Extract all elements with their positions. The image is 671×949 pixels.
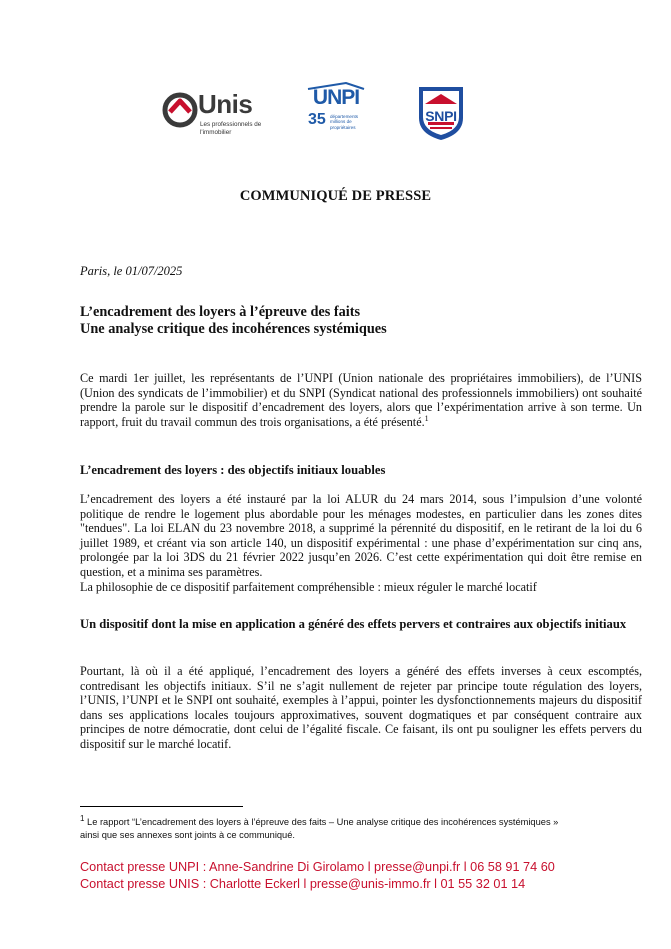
unpi-logo-name: UNPI	[312, 86, 360, 109]
section1-text: L’encadrement des loyers a été instauré par la loi ALUR du 24 mars 2014, sous l’impulsion d’une volonté politique de rendre le logement plus abordable pour les ménages modestes, en particulier dans les zones dites "tendues". La loi ELAN du 23 novembre 2018, a supprimé la pérennité du dispositif, en le retirant de la loi du 6 juillet 1989, et créant via son article 140, un dispositif expérimental : une phase d’expérimentation sur cinq ans, prolongée par la loi 3DS du 21 février 2022 jusqu’en 2026. C’est cette expérimentation qui doit être remise en question, et a minima ses paramètres.	[80, 492, 642, 579]
unpi-logo-tagline: départements millions de propriétaires	[330, 114, 359, 130]
contact-unis: Contact presse UNIS : Charlotte Eckerl l presse@unis-immo.fr l 01 55 32 01 14	[80, 877, 526, 891]
snpi-logo-name: SNPI	[425, 108, 457, 124]
intro-paragraph	[80, 371, 642, 429]
unis-logo-tagline: Les professionnels de l'immobilier	[200, 121, 262, 136]
unpi-logo	[306, 82, 370, 142]
section-paragraph-effects: Pourtant, là où il a été appliqué, l’encadrement des loyers a généré des effets inverses à ceux escomptés, contredisant les objectifs initiaux. S’il ne s’agit nullement de rejeter par principe toute régulation des loyers, l’UNIS, l’UNPI et le SNPI ont souhaité, exemples à l’appui, pointer les dysfonctionnements majeurs du dispositif dans ses applications locales toujours approximatives, souvent dogmatiques et par conséquent contraire aux principes de notre démocratie, dont celui de l’égalité fiscale. Ce faisant, ils ont pu souligner les effets pervers du dispositif sur le marché locatif.	[80, 664, 642, 751]
unis-logo-name: Unis	[198, 89, 253, 119]
main-title	[80, 304, 387, 338]
unis-logo	[160, 88, 260, 144]
section-paragraph-objectives	[80, 492, 642, 594]
unpi-logo-number: 35	[308, 111, 326, 128]
snpi-logo	[416, 84, 466, 142]
footnote-text: Le rapport “L’encadrement des loyers à l’épreuve des faits – Une analyse critique des incohérences systémiques » ainsi que ses annexes sont joints à ce communiqué.	[80, 817, 559, 840]
unis-house-icon	[162, 92, 198, 128]
intro-text: Ce mardi 1er juillet, les représentants de l’UNPI (Union nationale des propriétaires immobiliers), de l’UNIS (Union des syndicats de l’immobilier) et du SNPI (Syndicat national des professionnels immobiliers) ont souhaité prendre la parole sur le dispositif d’encadrement des loyers, alors que l’expérimentation arrive à son terme. Un rapport, fruit du travail commun des trois organisations, a été présenté.	[80, 371, 642, 429]
main-title-line2: Une analyse critique des incohérences systémiques	[80, 321, 387, 337]
footnote-number: 1	[80, 813, 85, 823]
footnote-divider	[80, 806, 243, 807]
release-date: Paris, le 01/07/2025	[80, 264, 183, 278]
logo-bar	[160, 82, 520, 150]
footnote	[80, 813, 580, 842]
press-release-title: COMMUNIQUÉ DE PRESSE	[239, 188, 432, 204]
footnote-reference: 1	[424, 413, 429, 423]
section-heading-effects: Un dispositif dont la mise en application a généré des effets pervers et contraires aux objectifs initiaux	[80, 617, 627, 631]
section-heading-objectives: L’encadrement des loyers : des objectifs initiaux louables	[80, 463, 386, 477]
main-title-line1: L’encadrement des loyers à l’épreuve des faits	[80, 304, 361, 320]
section1-last-line: La philosophie de ce dispositif parfaitement compréhensible : mieux réguler le marché locatif	[80, 579, 537, 594]
contact-unpi: Contact presse UNPI : Anne-Sandrine Di Girolamo l presse@unpi.fr l 06 58 91 74 60	[80, 860, 555, 874]
